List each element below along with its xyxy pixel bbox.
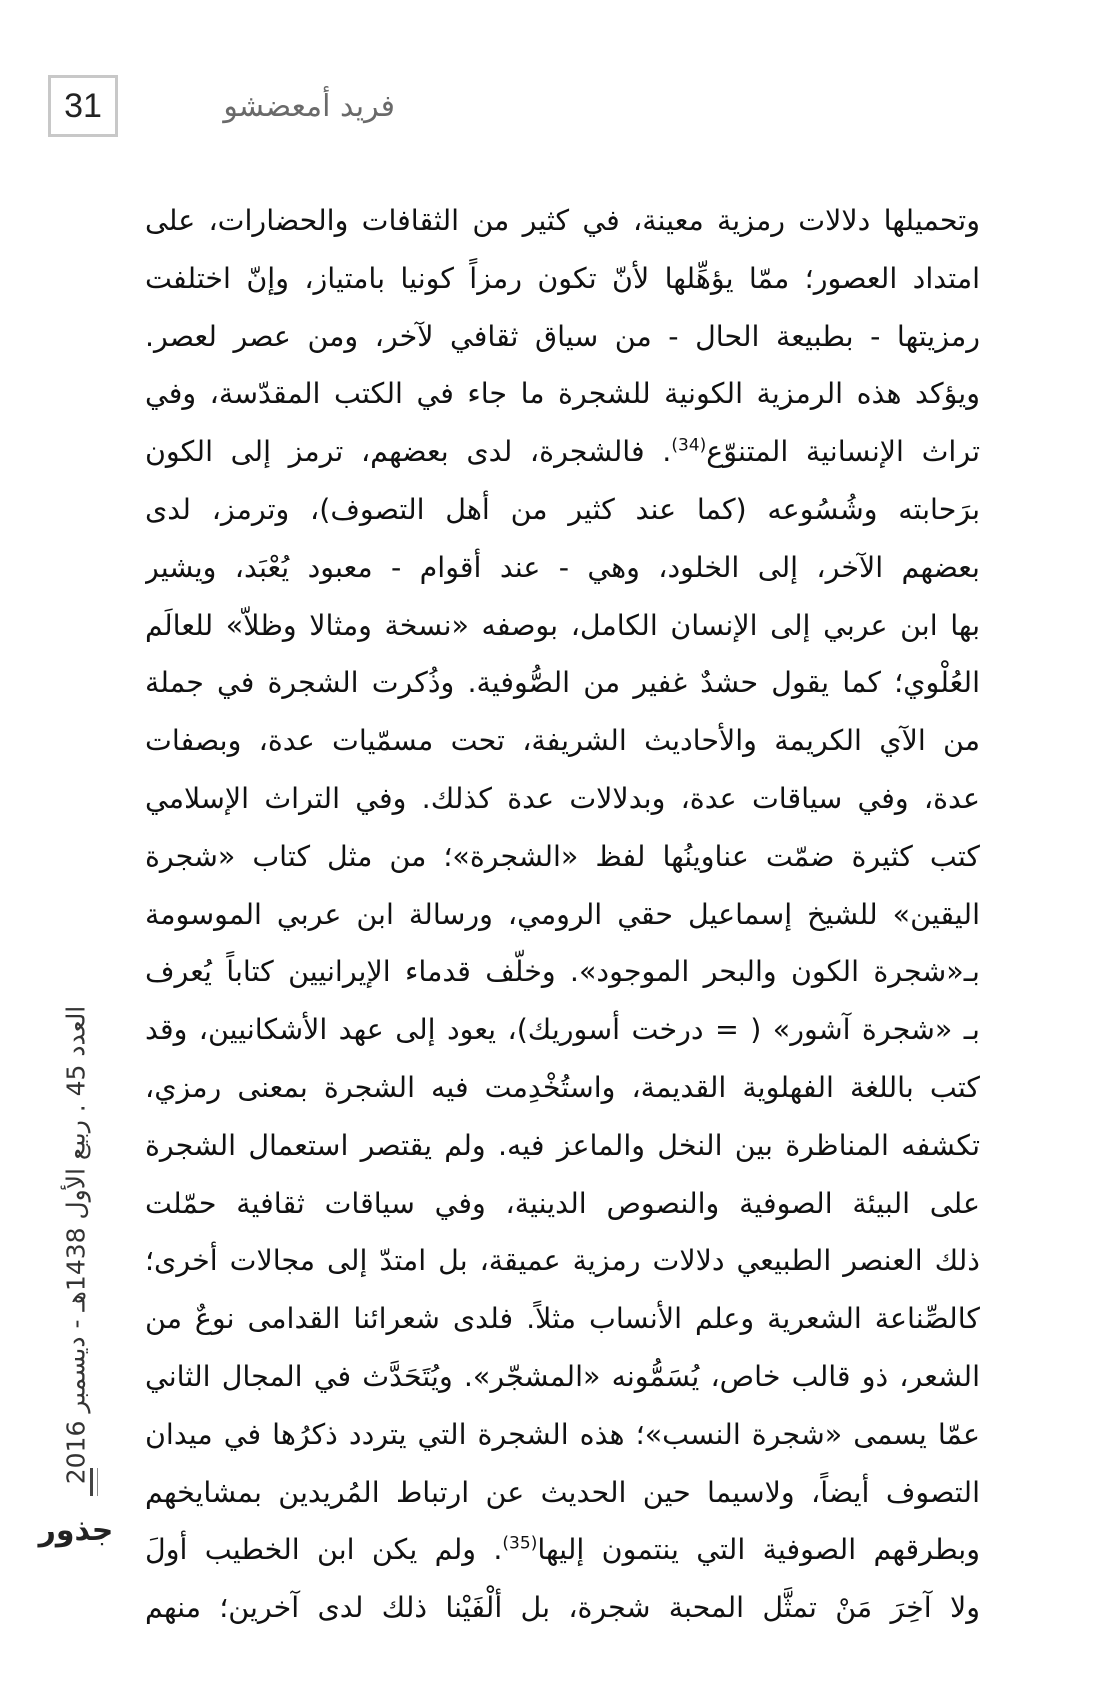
body-line-24-end: . ولم يكن ابن الخطيب أولَ [145, 1533, 503, 1567]
body-line-1: وتحميلها دلالات رمزية معينة، في كثير من الثقافات والحضارات، على [145, 204, 980, 237]
footnote-ref-35: (35) [502, 1533, 538, 1554]
body-line-5-start: تراث الإنسانية المتنوّع [706, 435, 980, 469]
journal-logo-text: جذور [38, 1512, 114, 1548]
body-line-13: اليقين» للشيخ إسماعيل حقي الرومي، ورسالة ابن عربي الموسومة [145, 897, 980, 931]
body-line-19: ذلك العنصر الطبيعي دلالات رمزية عميقة، بل امتدّ إلى مجالات أخرى؛ [145, 1244, 980, 1278]
issue-info-text: العدد 45 . ربيع الأول 1438هـ - ديسمبر 2016 [61, 1005, 91, 1485]
body-line-15: بـ «شجرة آشور» ( = درخت أسوريك)، يعود إلى عهد الأشكانيين، وقد [145, 1013, 980, 1047]
running-head-author: فريد أمعضشو [223, 89, 395, 124]
footnote-ref-34-number: 34 [677, 435, 700, 456]
article-body [145, 192, 980, 1637]
body-line-11: عدة، وفي سياقات عدة، وبدلالات عدة كذلك. وفي التراث الإسلامي [145, 781, 980, 815]
body-line-23: التصوف أيضاً، ولاسيما حين الحديث عن ارتباط المُريدين بمشايخهم [145, 1475, 980, 1509]
body-line-10: من الآي الكريمة والأحاديث الشريفة، تحت مسمّيات عدة، وبصفات [145, 724, 980, 758]
body-line-22: عمّا يسمى «شجرة النسب»؛ هذه الشجرة التي يتردد ذكرُها في ميدان [145, 1417, 980, 1451]
body-line-20: كالصِّناعة الشعرية وعلم الأنساب مثلاً. فلدى شعرائنا القدامى نوعٌ من [145, 1302, 980, 1336]
body-line-24 [145, 1521, 980, 1579]
footer-divider-thin [97, 1468, 98, 1496]
body-line-8: بها ابن عربي إلى الإنسان الكامل، بوصفه «نسخة ومثالا وظلاّ» للعالَم [145, 608, 980, 642]
body-line-6: برَحابته وشُسُوعه (كما عند كثير من أهل التصوف)، وترمز، لدى [145, 492, 980, 526]
body-line-5-end: . فالشجرة، لدى بعضهم، ترمز إلى الكون [145, 435, 672, 469]
body-line-4: ويؤكد هذه الرمزية الكونية للشجرة ما جاء في الكتب المقدّسة، وفي [145, 377, 980, 411]
body-line-25: ولا آخِرَ مَنْ تمثَّل المحبة شجرة، بل ألْفَيْنا ذلك لدى آخرين؛ منهم [145, 1591, 980, 1625]
body-line-7: بعضهم الآخر، إلى الخلود، وهي - عند أقوام - معبود يُعْبَد، ويشير [145, 550, 980, 584]
footnote-ref-34: (34) [671, 435, 707, 456]
body-line-9: العُلْوي؛ كما يقول حشدٌ غفير من الصُّوفية. وذُكرت الشجرة في جملة [145, 666, 980, 700]
body-line-3: رمزيتها - بطبيعة الحال - من سياق ثقافي لآخر، ومن عصر لعصر. [145, 319, 980, 353]
issue-info-sidebar [56, 1005, 96, 1485]
body-line-2: امتداد العصور؛ ممّا يؤهِّلها لأنّ تكون رمزاً كونيا بامتياز، وإنّ اختلفت [145, 261, 980, 295]
body-line-18: على البيئة الصوفية والنصوص الدينية، وفي سياقات ثقافية حمّلت [145, 1186, 980, 1220]
body-line-5 [145, 423, 980, 481]
footnote-ref-35-number: 35 [509, 1533, 531, 1554]
body-line-17: تكشفه المناظرة بين النخل والماعز فيه. ولم يقتصر استعمال الشجرة [145, 1128, 980, 1162]
page-number: 31 [48, 75, 118, 137]
body-line-16: كتب باللغة الفهلوية القديمة، واستُخْدِمت فيه الشجرة بمعنى رمزي، [145, 1070, 980, 1104]
journal-logo [40, 1508, 112, 1552]
body-line-14: بـ«شجرة الكون والبحر الموجود». وخلّف قدماء الإيرانيين كتاباً يُعرف [145, 955, 980, 989]
body-line-21: الشعر، ذو قالب خاص، يُسَمُّونه «المشجّر». ويُتَحَدَّث في المجال الثاني [145, 1359, 980, 1393]
footer-divider-thick [90, 1468, 93, 1496]
body-line-24-start: وبطرقهم الصوفية التي ينتمون إليها [537, 1533, 980, 1567]
body-line-12: كتب كثيرة ضمّت عناوينُها لفظ «الشجرة»؛ من مثل كتاب «شجرة [145, 839, 980, 873]
